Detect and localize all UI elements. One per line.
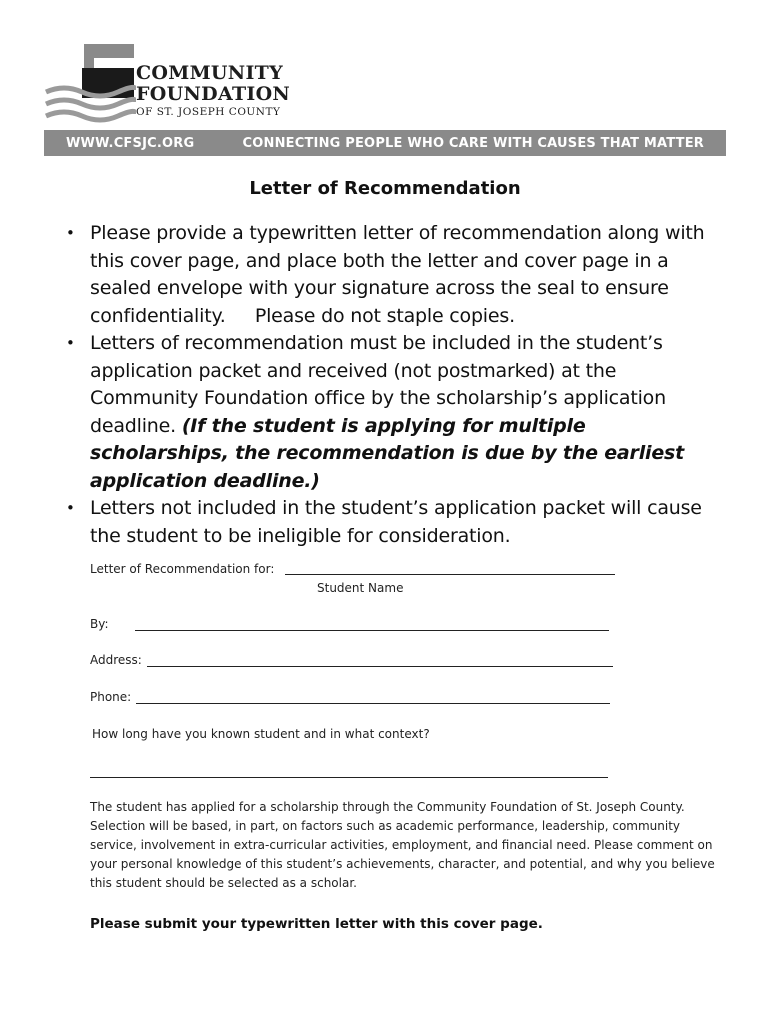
student-name-caption: Student Name (317, 581, 404, 595)
by-line[interactable] (135, 630, 609, 631)
page-title: Letter of Recommendation (249, 178, 521, 199)
instruction-text-2: Please do not staple copies. (254, 304, 515, 327)
logo-line-2: FOUNDATION (136, 83, 291, 105)
by-label: By: (90, 617, 109, 631)
instruction-item (62, 220, 724, 330)
logo-line-1: COMMUNITY (136, 62, 283, 84)
context-answer-line[interactable] (90, 777, 608, 778)
bullet-icon: • (66, 499, 75, 517)
instruction-item (62, 495, 724, 550)
instruction-text: Letters of recommendation must be included in the student’s application packet and received (not postmarked) at the Community Foundation office by the scholarship’s application deadline. (90, 332, 666, 437)
instruction-text: Letters not included in the student’s application packet will cause the student to be ineligible for consideration. (90, 497, 702, 547)
phone-line[interactable] (136, 703, 610, 704)
header-banner (44, 130, 726, 156)
logo-line-3: OF ST. JOSEPH COUNTY (136, 106, 281, 118)
instruction-item (62, 330, 724, 495)
instruction-text: Please provide a typewritten letter of recommendation along with this cover page, and place both the letter and cover page in a sealed envelope with your signature across the seal to ensure confidentiality. (90, 222, 705, 327)
bullet-icon: • (66, 334, 75, 352)
website-url: WWW.CFSJC.ORG (66, 136, 195, 151)
context-question-label: How long have you known student and in what context? (92, 727, 430, 741)
address-line[interactable] (147, 666, 613, 667)
foundation-logo (44, 44, 304, 126)
bullet-icon: • (66, 224, 75, 242)
recommendation-for-label: Letter of Recommendation for: (90, 562, 275, 576)
foundation-name (136, 63, 290, 119)
phone-label: Phone: (90, 690, 132, 704)
instruction-emphasis: (If the student is applying for multiple scholarships, the recommendation is due by the earliest application deadline.) (90, 414, 685, 492)
student-name-line[interactable] (285, 574, 615, 575)
tagline: CONNECTING PEOPLE WHO CARE WITH CAUSES THAT MATTER (242, 136, 704, 151)
foundation-logo-mark (44, 44, 136, 126)
submit-note: Please submit your typewritten letter with this cover page. (90, 916, 543, 932)
instruction-list (62, 220, 724, 550)
selection-paragraph: The student has applied for a scholarship through the Community Foundation of St. Joseph County. Selection will be based, in part, on factors such as academic performance, leadership, community service, involvement in extra-curricular activities, employment, and financial need. Please comment on your personal knowledge of this student’s achievements, character, and potential, and why you believe this student should be selected as a scholar. (90, 800, 715, 890)
address-label: Address: (90, 653, 142, 667)
